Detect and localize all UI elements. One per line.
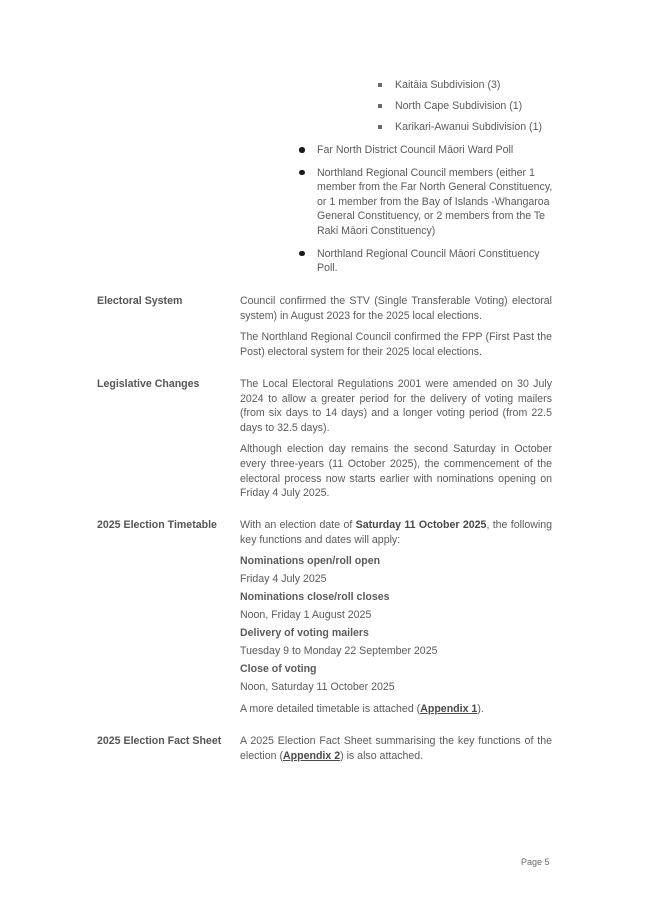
list-item <box>297 143 555 158</box>
section-content <box>240 377 552 508</box>
timetable-heading: Nominations open/roll open <box>240 555 381 568</box>
section-content <box>240 734 552 770</box>
square-bullet-icon <box>378 125 382 129</box>
section-content <box>240 294 552 366</box>
appendix-1-link[interactable]: Appendix 1 <box>420 703 478 716</box>
square-bullet-icon <box>378 104 382 108</box>
list-item-text: Kaitāia Subdivision (3) <box>395 79 501 91</box>
page-number: Page 5 <box>521 857 550 867</box>
timetable-heading: Delivery of voting mailers <box>240 627 369 640</box>
round-bullet-icon <box>299 147 305 153</box>
election-date: Saturday 11 October 2025 <box>355 519 487 531</box>
list-item <box>378 99 578 120</box>
paragraph: Although election day remains the second Saturday in October every three-years (11 October 2025), the commencement of the electoral process now starts earlier with nominations opening on Friday 4 July 2025. <box>240 443 552 500</box>
list-item-text: Karikari-Awanui Subdivision (1) <box>395 121 543 133</box>
paragraph: The Northland Regional Council confirmed the FPP (First Past the Post) electoral system for their 2025 local elections. <box>240 331 552 358</box>
section-label: Legislative Changes <box>97 378 200 390</box>
list-item <box>378 120 578 141</box>
poll-list <box>297 143 555 284</box>
section-label: 2025 Election Fact Sheet <box>97 735 222 747</box>
list-item <box>297 247 555 276</box>
paragraph: Council confirmed the STV (Single Transferable Voting) electoral system) in August 2023 for the 2025 local elections. <box>240 295 552 322</box>
list-item-text: North Cape Subdivision (1) <box>395 100 523 112</box>
timetable-date: Tuesday 9 to Monday 22 September 2025 <box>240 645 438 658</box>
list-item <box>297 166 555 239</box>
round-bullet-icon <box>299 170 305 176</box>
timetable-date: Noon, Friday 1 August 2025 <box>240 609 372 622</box>
timetable-heading: Close of voting <box>240 663 317 676</box>
timetable-intro: With an election date of Saturday 11 October 2025, the following key functions and dates will apply: <box>240 519 553 546</box>
timetable-heading: Nominations close/roll closes <box>240 591 390 604</box>
subdivision-list <box>378 78 578 141</box>
section-content <box>240 518 552 724</box>
list-item-text: Northland Regional Council members (either 1 member from the Far North General Constituency, or 1 member from the Bay of Islands -Whangaroa General Constituency, or 2 members from the Te Raki Māori Constituency) <box>317 166 553 237</box>
square-bullet-icon <box>378 83 382 87</box>
section-label: Electoral System <box>97 295 183 307</box>
section-label: 2025 Election Timetable <box>97 519 217 531</box>
appendix-2-link[interactable]: Appendix 2 <box>283 749 341 762</box>
timetable-date: Noon, Saturday 11 October 2025 <box>240 681 395 694</box>
list-item <box>378 78 578 99</box>
list-item-text: Far North District Council Māori Ward Poll <box>317 144 514 156</box>
paragraph: A 2025 Election Fact Sheet summarising the key functions of the election (Appendix 2) is also attached. <box>240 735 552 762</box>
timetable-detail: A more detailed timetable is attached (Appendix 1). <box>240 703 484 716</box>
round-bullet-icon <box>299 251 305 257</box>
timetable-date: Friday 4 July 2025 <box>240 573 327 586</box>
list-item-text: Northland Regional Council Māori Constituency Poll. <box>317 247 540 275</box>
paragraph: The Local Electoral Regulations 2001 were amended on 30 July 2024 to allow a greater period for the delivery of voting mailers (from six days to 14 days) and a longer voting period (from 22.5 days to 32.5 days). <box>240 378 552 434</box>
